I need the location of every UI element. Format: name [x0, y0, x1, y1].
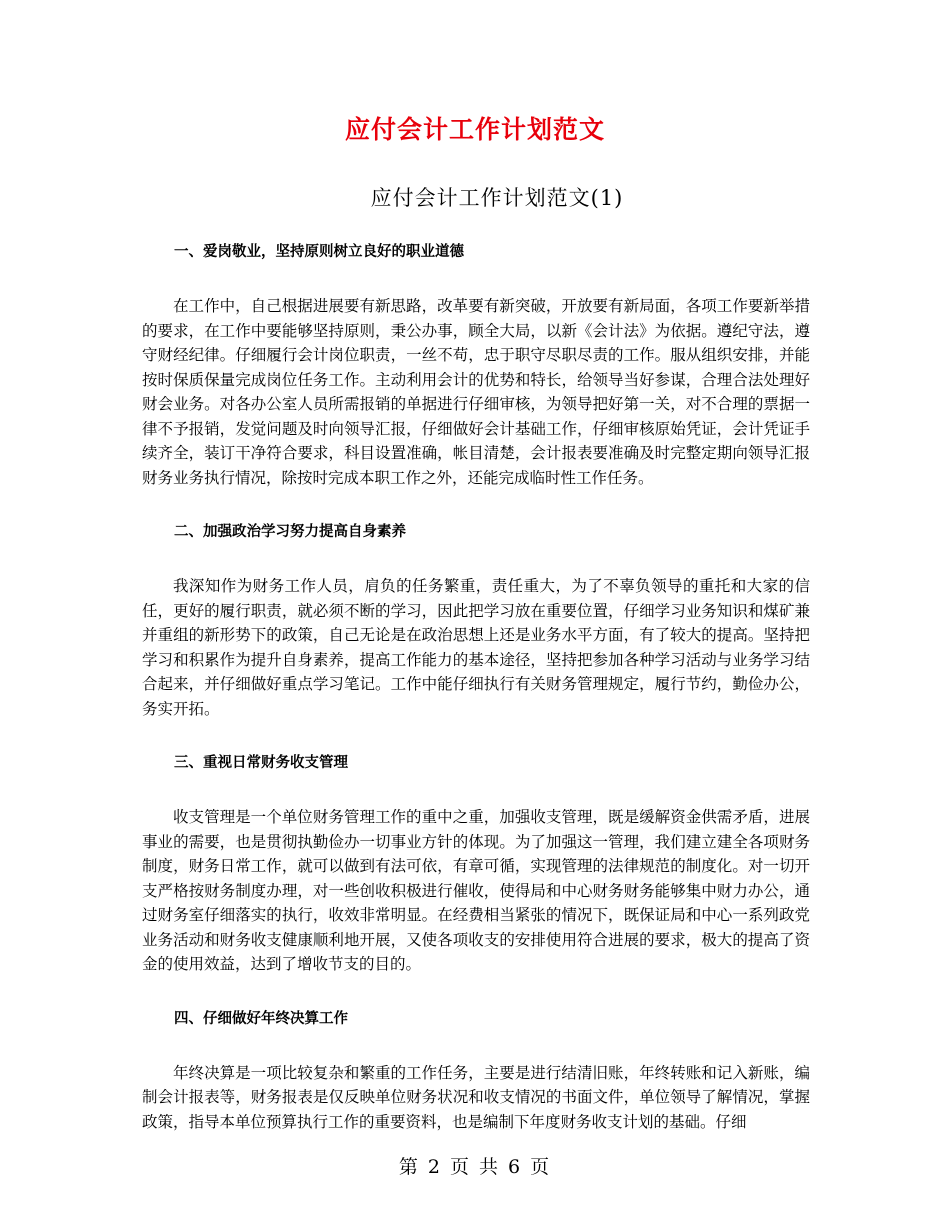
- section-paragraph-2: 我深知作为财务工作人员，肩负的任务繁重，责任重大，为了不辜负领导的重托和大家的信任，更好的履行职责，就必须不断的学习，因此把学习放在重要位置，仔细学习业务知识和煤矿兼并重组的新形势下的政策，自己无论是在政治思想上还是业务水平方面，有了较大的提高。坚持把学习和积累作为提升自身素养，提高工作能力的基本途径，坚持把参加各种学习活动与业务学习结合起来，并仔细做好重点学习笔记。工作中能仔细执行有关财务管理规定，履行节约，勤俭办公，务实开拓。: [142, 577, 810, 718]
- document-body: [142, 240, 810, 1164]
- section-paragraph-3: 收支管理是一个单位财务管理工作的重中之重，加强收支管理，既是缓解资金供需矛盾，进展事业的需要，也是贯彻执勤俭办一切事业方针的体现。为了加强这一管理，我们建立建全各项财务制度，财务日常工作，就可以做到有法可依，有章可循，实现管理的法律规范的制度化。对一切开支严格按财务制度办理，对一些创收积极进行催收，使得局和中心财务财务能够集中财力办公，通过财务室仔细落实的执行，收效非常明显。在经费相当紧张的情况下，既保证局和中心一系列政党业务活动和财务收支健康顺利地开展，又使各项收支的安排使用符合进展的要求，极大的提高了资金的使用效益，达到了增收节支的目的。: [142, 808, 810, 973]
- section-heading-1: 一、爱岗敬业，坚持原则树立良好的职业道德: [174, 244, 464, 260]
- section-heading-4: 四、仔细做好年终决算工作: [174, 1010, 348, 1027]
- section-paragraph-4: 年终决算是一项比较复杂和繁重的工作任务，主要是进行结清旧账，年终转账和记入新账，编制会计报表等，财务报表是仅反映单位财务状况和收支情况的书面文件，单位领导了解情况，掌握政策，指导本单位预算执行工作的重要资料，也是编制下年度财务收支计划的基础。仔细: [142, 1063, 810, 1131]
- section-heading-2: 二、加强政治学习努力提高自身素养: [174, 524, 406, 540]
- document-title: 应付会计工作计划范文: [344, 115, 605, 144]
- document-subtitle: 应付会计工作计划范文(1): [370, 186, 624, 210]
- section-paragraph-1: 在工作中，自己根据进展要有新思路，改革要有新突破，开放要有新局面，各项工作要新举措的要求，在工作中要能够坚持原则，秉公办事，顾全大局，以新《会计法》为依据。遵纪守法，遵守财经纪律。仔细履行会计岗位职责，一丝不苟，忠于职守尽职尽责的工作。服从组织安排，并能按时保质保量完成岗位任务工作。主动利用会计的优势和特长，给领导当好参谋，合理合法处理好财会业务。对各办公室人员所需报销的单据进行仔细审核，为领导把好第一关，对不合理的票据一律不予报销，发觉问题及时向领导汇报，仔细做好会计基础工作，仔细审核原始凭证，会计凭证手续齐全，装订干净符合要求，科目设置准确，帐目清楚，会计报表要准确及时完整定期向领导汇报财务业务执行情况，除按时完成本职工作之外，还能完成临时性工作任务。: [142, 297, 810, 487]
- section-heading-3: 三、重视日常财务收支管理: [174, 755, 348, 771]
- page-number-footer: 第 2 页 共 6 页: [398, 1156, 552, 1178]
